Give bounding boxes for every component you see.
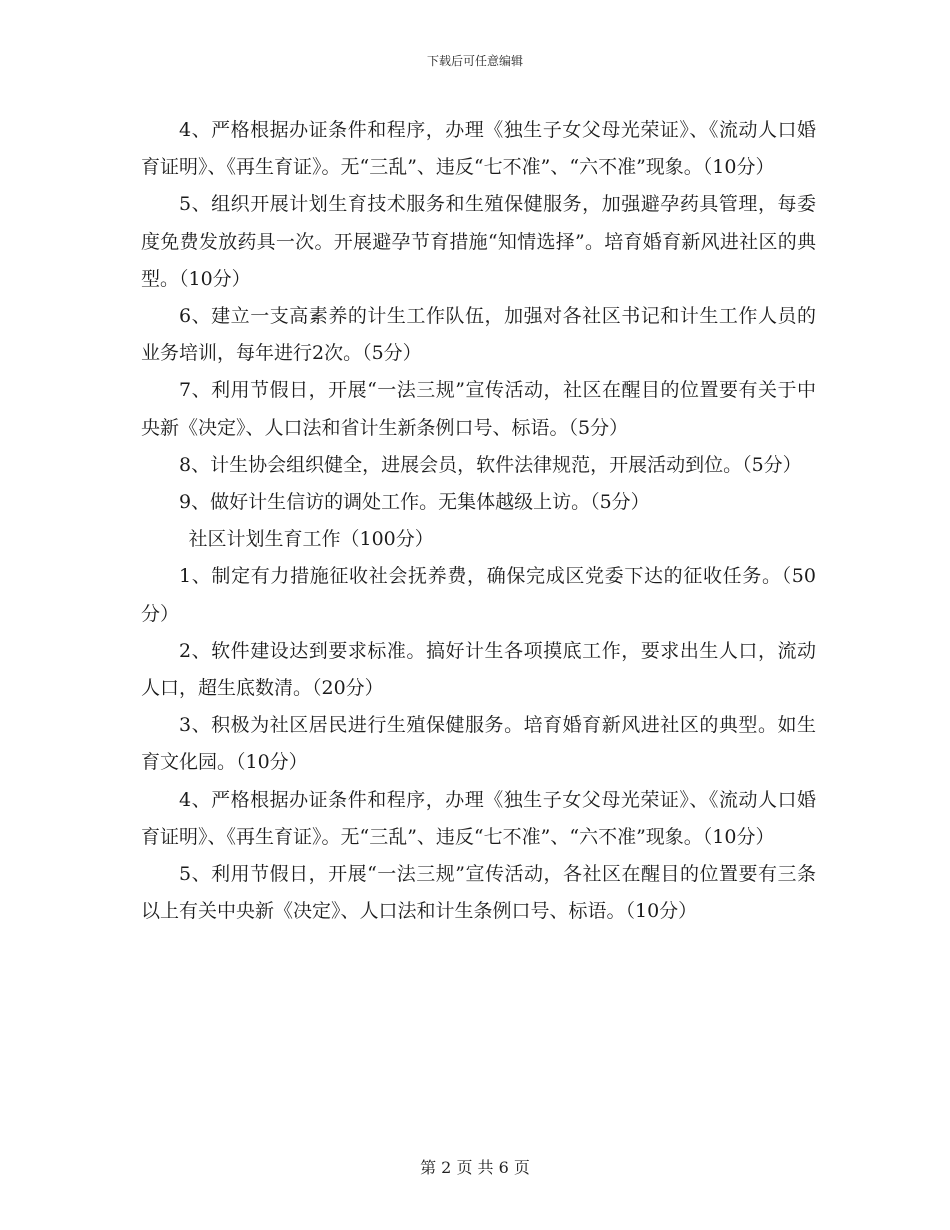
paragraph-item-1-fees: 1、制定有力措施征收社会抚养费，确保完成区党委下达的征收任务。（50分） bbox=[141, 565, 816, 625]
section-title: 社区计划生育工作（100分） bbox=[188, 528, 434, 551]
paragraph-item-2-software: 2、软件建设达到要求标准。搞好计生各项摸底工作，要求出生人口，流动人口，超生底数清。（20分） bbox=[141, 639, 816, 700]
paragraph-item-7-publicity: 7、利用节假日，开展“一法三规”宣传活动，社区在醒目的位置要有关于中央新《决定》、人口法和省计生新条例口号、标语。（5分） bbox=[141, 379, 816, 439]
page-header: 下载后可任意编辑 bbox=[426, 54, 523, 68]
page-number: 第 2 页 共 6 页 bbox=[420, 1158, 530, 1177]
paragraph-item-8-association: 8、计生协会组织健全，进展会员，软件法律规范，开展活动到位。（5分） bbox=[179, 453, 802, 476]
paragraph-item-4-certificates-community: 4、严格根据办证条件和程序，办理《独生子女父母光荣证》、《流动人口婚育证明》、《再生育证》。无“三乱”、违反“七不准”、“六不准”现象。（10分） bbox=[141, 788, 816, 848]
paragraph-item-5-technical-services: 5、组织开展计划生育技术服务和生殖保健服务，加强避孕药具管理，每委度免费发放药具一次。开展避孕节育措施“知情选择”。培育婚育新风进社区的典型。（10分） bbox=[141, 193, 816, 290]
document-body bbox=[141, 112, 816, 930]
paragraph-item-4-certificates: 4、严格根据办证条件和程序，办理《独生子女父母光荣证》、《流动人口婚育证明》、《再生育证》。无“三乱”、违反“七不准”、“六不准”现象。（10分） bbox=[141, 119, 816, 179]
paragraph-item-5-publicity-community: 5、利用节假日，开展“一法三规”宣传活动，各社区在醒目的位置要有三条以上有关中央新《决定》、人口法和计生条例口号、标语。（10分） bbox=[141, 863, 816, 923]
paragraph-item-6-staff-training: 6、建立一支高素养的计生工作队伍，加强对各社区书记和计生工作人员的业务培训，每年进行2次。（5分） bbox=[141, 305, 816, 365]
paragraph-item-9-petitions: 9、做好计生信访的调处工作。无集体越级上访。（5分） bbox=[179, 491, 650, 514]
paragraph-item-3-health-services: 3、积极为社区居民进行生殖保健服务。培育婚育新风进社区的典型。如生育文化园。（10分） bbox=[141, 714, 816, 774]
